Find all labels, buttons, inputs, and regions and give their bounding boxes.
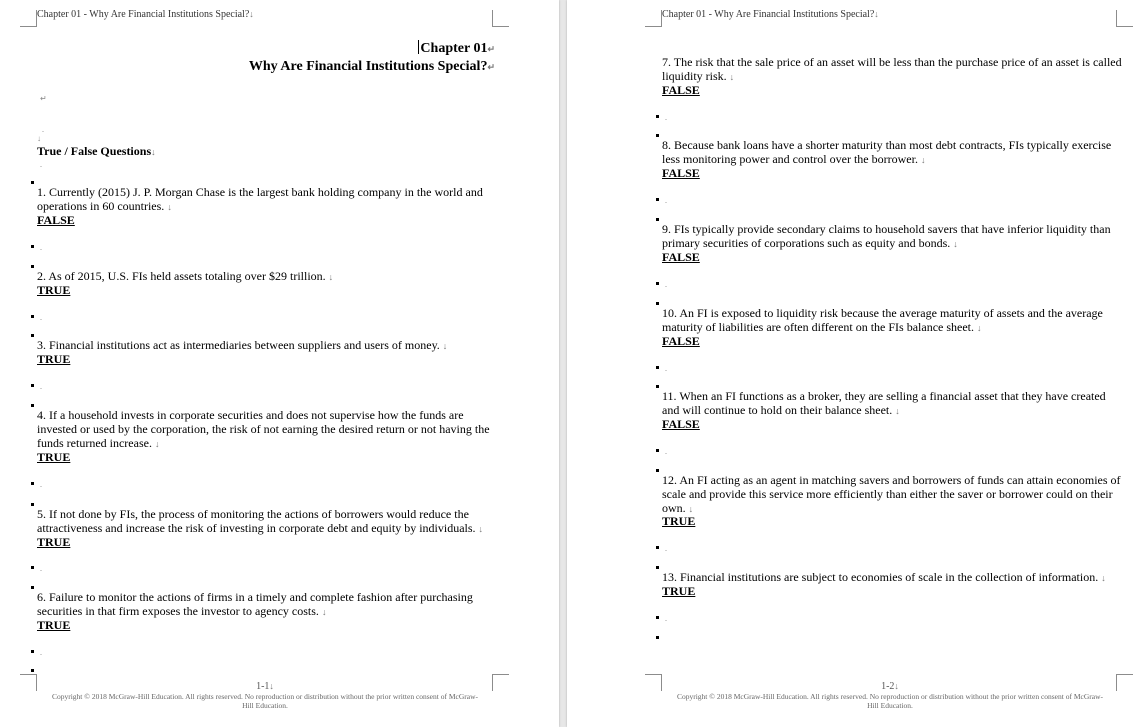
list-bullet (656, 636, 659, 639)
question-text[interactable]: 7. The risk that the sale price of an asset will be less than the purchase price of an asset is called liquidity risk. ↓ (662, 55, 1122, 83)
crop-mark-bottom-right (1116, 674, 1133, 691)
question-text[interactable]: 8. Because bank loans have a shorter maturity than most debt contracts, FIs typically exercise less monitoring power and control over the borrower. ↓ (662, 138, 1112, 166)
question-text[interactable]: 3. Financial institutions act as intermediaries between suppliers and users of money. ↓ (37, 338, 448, 352)
answer-text[interactable]: TRUE (662, 514, 696, 528)
paragraph-mark: . (40, 564, 42, 573)
question-text[interactable]: 4. If a household invests in corporate securities and does not supervise how the funds are invested or used by the corporation, the risk of not earning the desired return or not having the funds returned increase. ↓ (37, 408, 490, 450)
paragraph-mark: . (665, 364, 667, 373)
list-bullet (656, 546, 659, 549)
crop-mark-bottom-right (492, 674, 509, 691)
list-bullet (656, 566, 659, 569)
crop-mark-top-left (20, 10, 37, 27)
list-bullet (656, 134, 659, 137)
list-bullet (31, 181, 34, 184)
answer-text[interactable]: FALSE (662, 83, 700, 97)
page-header[interactable]: Chapter 01 - Why Are Financial Institutions Special?↓ (662, 9, 879, 20)
answer-text[interactable]: TRUE (37, 352, 71, 366)
list-bullet (656, 198, 659, 201)
list-bullet (31, 384, 34, 387)
crop-mark-top-left (645, 10, 662, 27)
page-number: 1-1↓ (256, 681, 274, 692)
list-bullet (31, 265, 34, 268)
list-bullet (31, 566, 34, 569)
list-bullet (656, 366, 659, 369)
page-number: 1-2↓ (881, 681, 899, 692)
answer-text[interactable]: FALSE (662, 166, 700, 180)
list-bullet (656, 469, 659, 472)
list-bullet (31, 404, 34, 407)
answer-text[interactable]: FALSE (37, 213, 75, 227)
copyright-notice: Copyright © 2018 McGraw-Hill Education. All rights reserved. No reproduction or distribution without the prior written consent of McGraw-Hill Education. (676, 692, 1104, 710)
answer-text[interactable]: TRUE (37, 535, 71, 549)
list-bullet (31, 315, 34, 318)
chapter-title-block[interactable]: Chapter 01↵ Why Are Financial Institutions Special?↵ (248, 41, 495, 74)
paragraph-mark: . (40, 243, 42, 252)
document-page-2[interactable] (567, 0, 1141, 727)
list-bullet (656, 282, 659, 285)
section-title[interactable]: True / False Questions↓ (37, 144, 156, 158)
list-bullet (31, 482, 34, 485)
question-text[interactable]: 11. When an FI functions as a broker, they are selling a financial asset that they have created and will continue to hold on their balance sheet. ↓ (662, 389, 1106, 417)
answer-text[interactable]: FALSE (662, 417, 700, 431)
question-text[interactable]: 12. An FI acting as an agent in matching savers and borrowers of funds can attain economies of scale and provide this service more efficiently than either the saver or borrower could on their own. ↓ (662, 473, 1121, 515)
question-text[interactable]: 5. If not done by FIs, the process of monitoring the actions of borrowers would reduce the attractiveness and increase the risk of investing in corporate debt and equity by individuals. ↓ (37, 507, 484, 535)
paragraph-mark: . (40, 382, 42, 391)
answer-text[interactable]: TRUE (662, 584, 696, 598)
paragraph-mark: . (665, 544, 667, 553)
paragraph-mark: ↓ (37, 134, 41, 143)
document-page-1[interactable] (0, 0, 559, 727)
paragraph-mark: . (40, 480, 42, 489)
question-text[interactable]: 10. An FI is exposed to liquidity risk because the average maturity of assets and the average maturity of liabilities are often different on the FIs balance sheet. ↓ (662, 306, 1103, 334)
paragraph-mark: . (665, 196, 667, 205)
list-bullet (31, 669, 34, 672)
list-bullet (31, 245, 34, 248)
paragraph-mark: . (40, 160, 42, 169)
question-text[interactable]: 13. Financial institutions are subject to economies of scale in the collection of information. ↓ (662, 570, 1106, 584)
list-bullet (656, 302, 659, 305)
answer-text[interactable]: TRUE (37, 450, 71, 464)
list-bullet (656, 616, 659, 619)
list-bullet (31, 334, 34, 337)
paragraph-mark: . (40, 313, 42, 322)
copyright-notice: Copyright © 2018 McGraw-Hill Education. All rights reserved. No reproduction or distribution without the prior written consent of McGraw-Hill Education. (51, 692, 479, 710)
paragraph-mark: . (665, 447, 667, 456)
list-bullet (656, 449, 659, 452)
crop-mark-bottom-left (20, 674, 37, 691)
paragraph-mark: . (665, 280, 667, 289)
paragraph-mark: . (42, 125, 44, 134)
paragraph-mark: ↵ (40, 94, 47, 103)
page-header[interactable]: Chapter 01 - Why Are Financial Institutions Special?↓ (37, 9, 254, 20)
list-bullet (656, 385, 659, 388)
paragraph-mark: . (665, 113, 667, 122)
question-text[interactable]: 2. As of 2015, U.S. FIs held assets totaling over $29 trillion. ↓ (37, 269, 334, 283)
answer-text[interactable]: TRUE (37, 618, 71, 632)
chapter-title: Chapter 01 (420, 41, 488, 56)
question-text[interactable]: 6. Failure to monitor the actions of firms in a timely and complete fashion after purchasing securities in that firm exposes the investor to agency costs. ↓ (37, 590, 473, 618)
question-text[interactable]: 9. FIs typically provide secondary claims to household savers that have inferior liquidity than primary securities of corporations such as equity and bonds. ↓ (662, 222, 1111, 250)
paragraph-mark: . (40, 648, 42, 657)
crop-mark-top-right (492, 10, 509, 27)
crop-mark-top-right (1116, 10, 1133, 27)
list-bullet (31, 586, 34, 589)
answer-text[interactable]: FALSE (662, 250, 700, 264)
paragraph-mark: . (665, 614, 667, 623)
question-text[interactable]: 1. Currently (2015) J. P. Morgan Chase is the largest bank holding company in the world and operations in 60 countries. ↓ (37, 185, 483, 213)
list-bullet (31, 650, 34, 653)
list-bullet (656, 115, 659, 118)
chapter-subtitle: Why Are Financial Institutions Special? (248, 59, 488, 74)
answer-text[interactable]: FALSE (662, 334, 700, 348)
list-bullet (656, 218, 659, 221)
answer-text[interactable]: TRUE (37, 283, 71, 297)
crop-mark-bottom-left (645, 674, 662, 691)
list-bullet (31, 503, 34, 506)
